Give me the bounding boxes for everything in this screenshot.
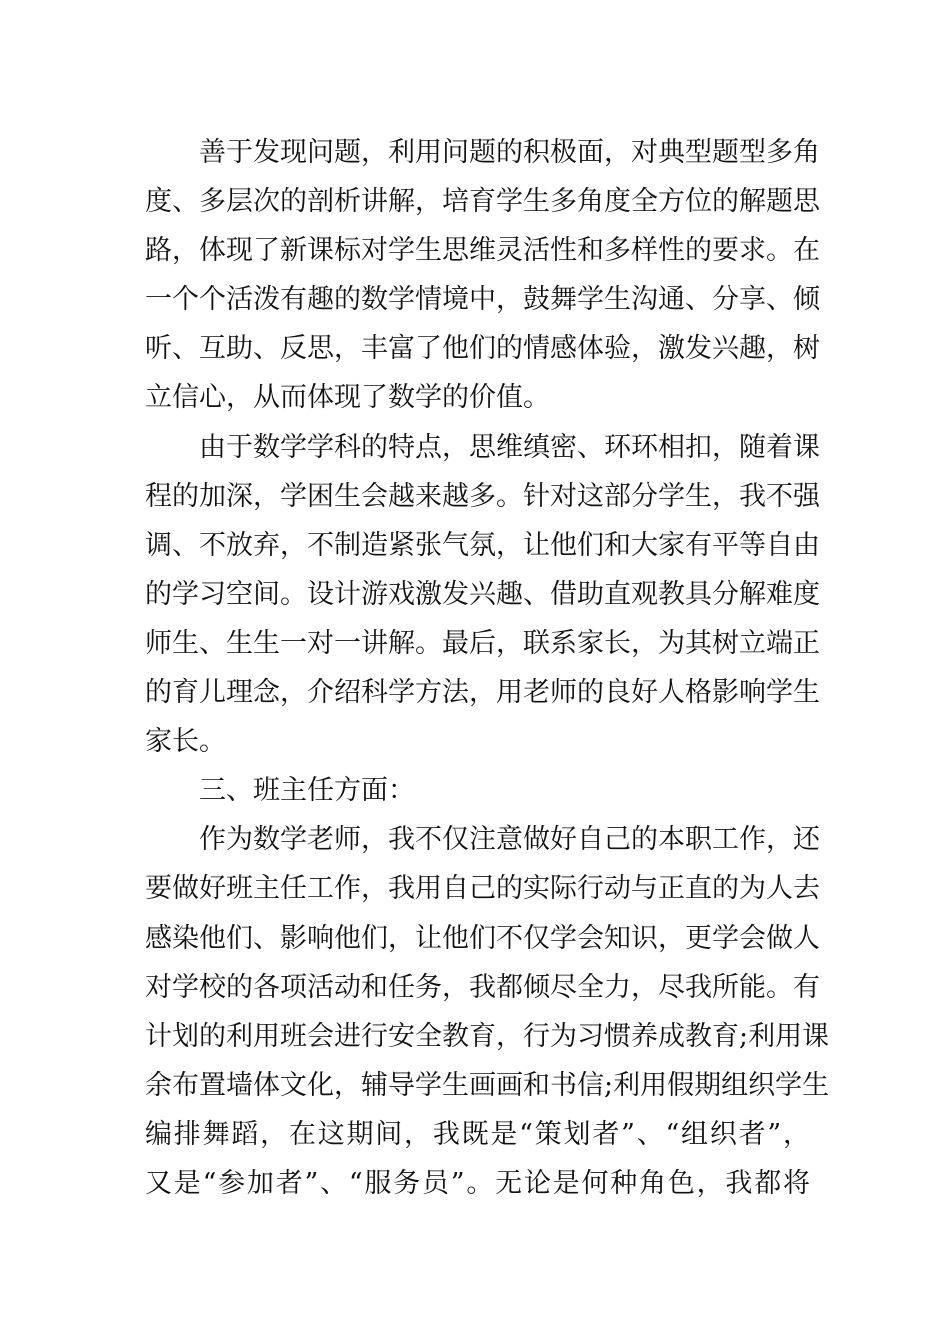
text-line: 计划的利用班会进行安全教育，行为习惯养成教育;利用课 — [145, 1020, 830, 1052]
text-line: 对学校的各项活动和任务，我都倾尽全力，尽我所能。有 — [145, 971, 820, 1003]
text-line: 家长。 — [145, 726, 226, 758]
text-line: 余布置墙体文化，辅导学生画画和书信;利用假期组织学生 — [145, 1069, 830, 1101]
text-line: 师生、生生一对一讲解。最后，联系家长，为其树立端正 — [145, 627, 820, 659]
text-line: 听、互助、反思，丰富了他们的情感体验，激发兴趣，树 — [145, 333, 820, 365]
text-line: 路，体现了新课标对学生思维灵活性和多样性的要求。在 — [145, 235, 820, 267]
text-line: 善于发现问题，利用问题的积极面，对典型题型多角 — [199, 137, 820, 168]
text-line: 程的加深，学困生会越来越多。针对这部分学生，我不强 — [145, 480, 820, 512]
text-line: 度、多层次的剖析讲解，培育学生多角度全方位的解题思 — [145, 186, 820, 218]
document-body-text — [145, 128, 830, 1208]
text-line: 要做好班主任工作，我用自己的实际行动与正直的为人去 — [145, 873, 820, 905]
text-line: 又是“参加者”、“服务员”。无论是何种角色，我都将 — [145, 1167, 810, 1199]
text-line: 感染他们、影响他们，让他们不仅学会知识，更学会做人 — [145, 922, 820, 954]
text-line: 的育儿理念，介绍科学方法，用老师的良好人格影响学生 — [145, 677, 820, 709]
text-line: 由于数学学科的特点，思维缜密、环环相扣，随着课 — [199, 431, 820, 463]
text-line: 调、不放弃，不制造紧张气氛，让他们和大家有平等自由 — [145, 529, 820, 561]
text-line: 编排舞蹈，在这期间，我既是“策划者”、“组织者”， — [145, 1118, 810, 1150]
text-line: 一个个活泼有趣的数学情境中，鼓舞学生沟通、分享、倾 — [145, 284, 820, 316]
text-line: 的学习空间。设计游戏激发兴趣、借助直观教具分解难度 — [145, 578, 820, 610]
text-line: 立信心，从而体现了数学的价值。 — [145, 382, 550, 414]
text-line: 三、班主任方面： — [199, 775, 415, 807]
text-line: 作为数学老师，我不仅注意做好自己的本职工作，还 — [199, 824, 820, 856]
